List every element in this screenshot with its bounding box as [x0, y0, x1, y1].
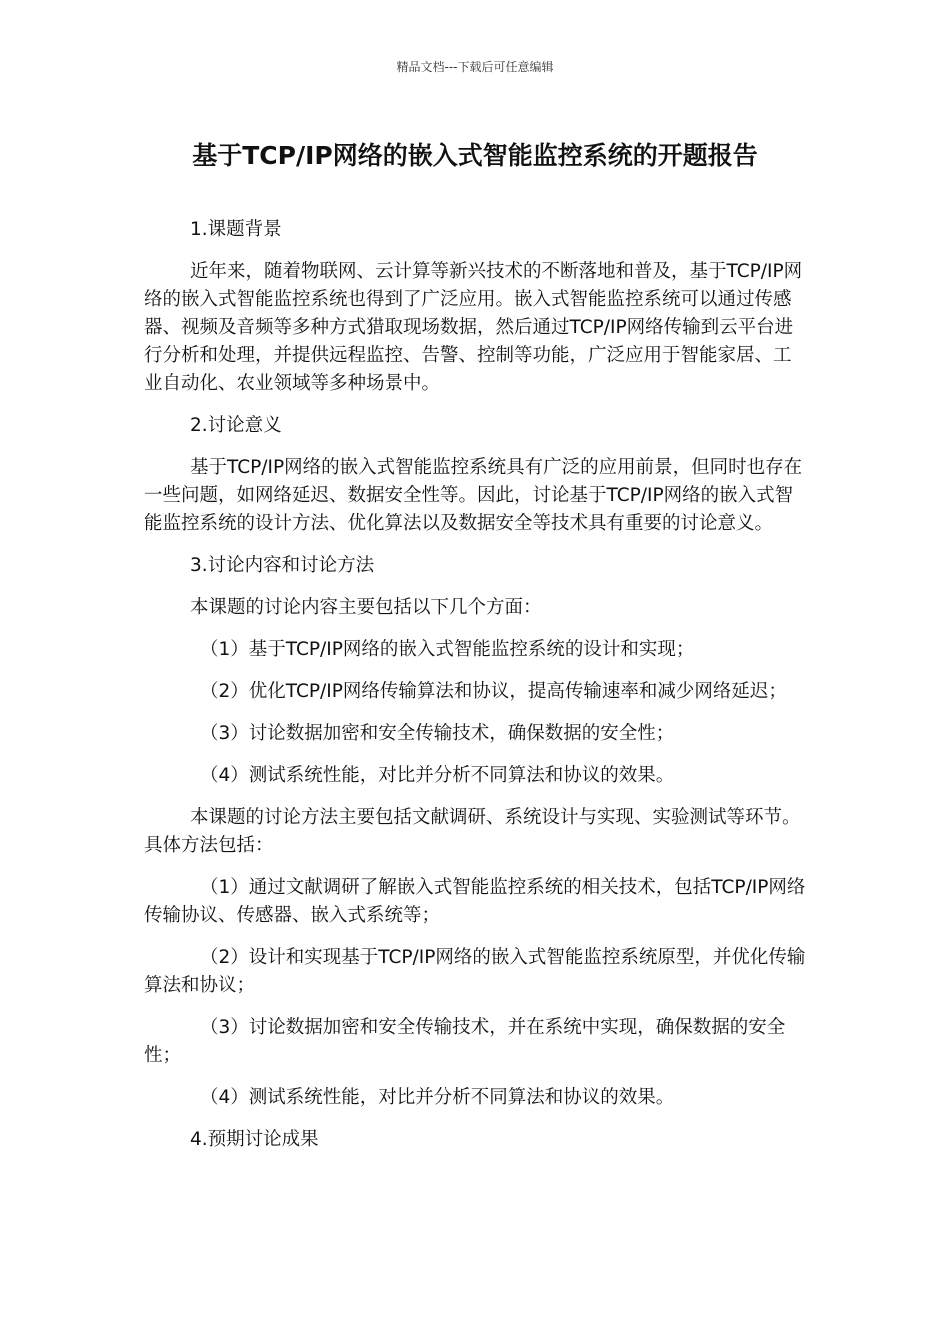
list-item: （2）优化TCP/IP网络传输算法和协议，提高传输速率和减少网络延迟；: [200, 681, 787, 702]
section-heading-expected-results: 4.预期讨论成果: [190, 1129, 319, 1150]
section-heading-background: 1.课题背景: [190, 219, 282, 240]
paragraph-significance: 基于TCP/IP网络的嵌入式智能监控系统具有广泛的应用前景，但同时也存在一些问题，如网络延迟、数据安全性等。因此，讨论基于TCP/IP网络的嵌入式智能监控系统的设计方法、优化算法以及数据安全等技术具有重要的讨论意义。: [144, 457, 803, 534]
paragraph-background: 近年来，随着物联网、云计算等新兴技术的不断落地和普及，基于TCP/IP网络的嵌入式智能监控系统也得到了广泛应用。嵌入式智能监控系统可以通过传感器、视频及音频等多种方式猎取现场数据，然后通过TCP/IP网络传输到云平台进行分析和处理，并提供远程监控、告警、控制等功能，广泛应用于智能家居、工业自动化、农业领域等多种场景中。: [144, 261, 803, 394]
list-item: （3）讨论数据加密和安全传输技术，确保数据的安全性；: [200, 723, 675, 744]
list-item: （1）基于TCP/IP网络的嵌入式智能监控系统的设计和实现；: [200, 639, 695, 660]
list-item: （4）测试系统性能，对比并分析不同算法和协议的效果。: [200, 765, 675, 786]
paragraph-methods-intro: 本课题的讨论方法主要包括文献调研、系统设计与实现、实验测试等环节。具体方法包括：: [144, 807, 801, 856]
list-item: （2）设计和实现基于TCP/IP网络的嵌入式智能监控系统原型，并优化传输算法和协议；: [144, 947, 806, 996]
section-heading-content-methods: 3.讨论内容和讨论方法: [190, 555, 375, 576]
section-heading-significance: 2.讨论意义: [190, 415, 282, 436]
list-item: （3）讨论数据加密和安全传输技术，并在系统中实现，确保数据的安全性；: [144, 1017, 786, 1066]
document-title: 基于TCP/IP网络的嵌入式智能监控系统的开题报告: [192, 141, 758, 170]
header-note: 精品文档---下载后可任意编辑: [396, 60, 554, 74]
paragraph-content-intro: 本课题的讨论内容主要包括以下几个方面：: [190, 597, 542, 618]
list-item: （4）测试系统性能，对比并分析不同算法和协议的效果。: [200, 1087, 675, 1108]
list-item: （1）通过文献调研了解嵌入式智能监控系统的相关技术，包括TCP/IP网络传输协议、传感器、嵌入式系统等；: [144, 877, 806, 926]
document-body: [144, 216, 806, 1168]
